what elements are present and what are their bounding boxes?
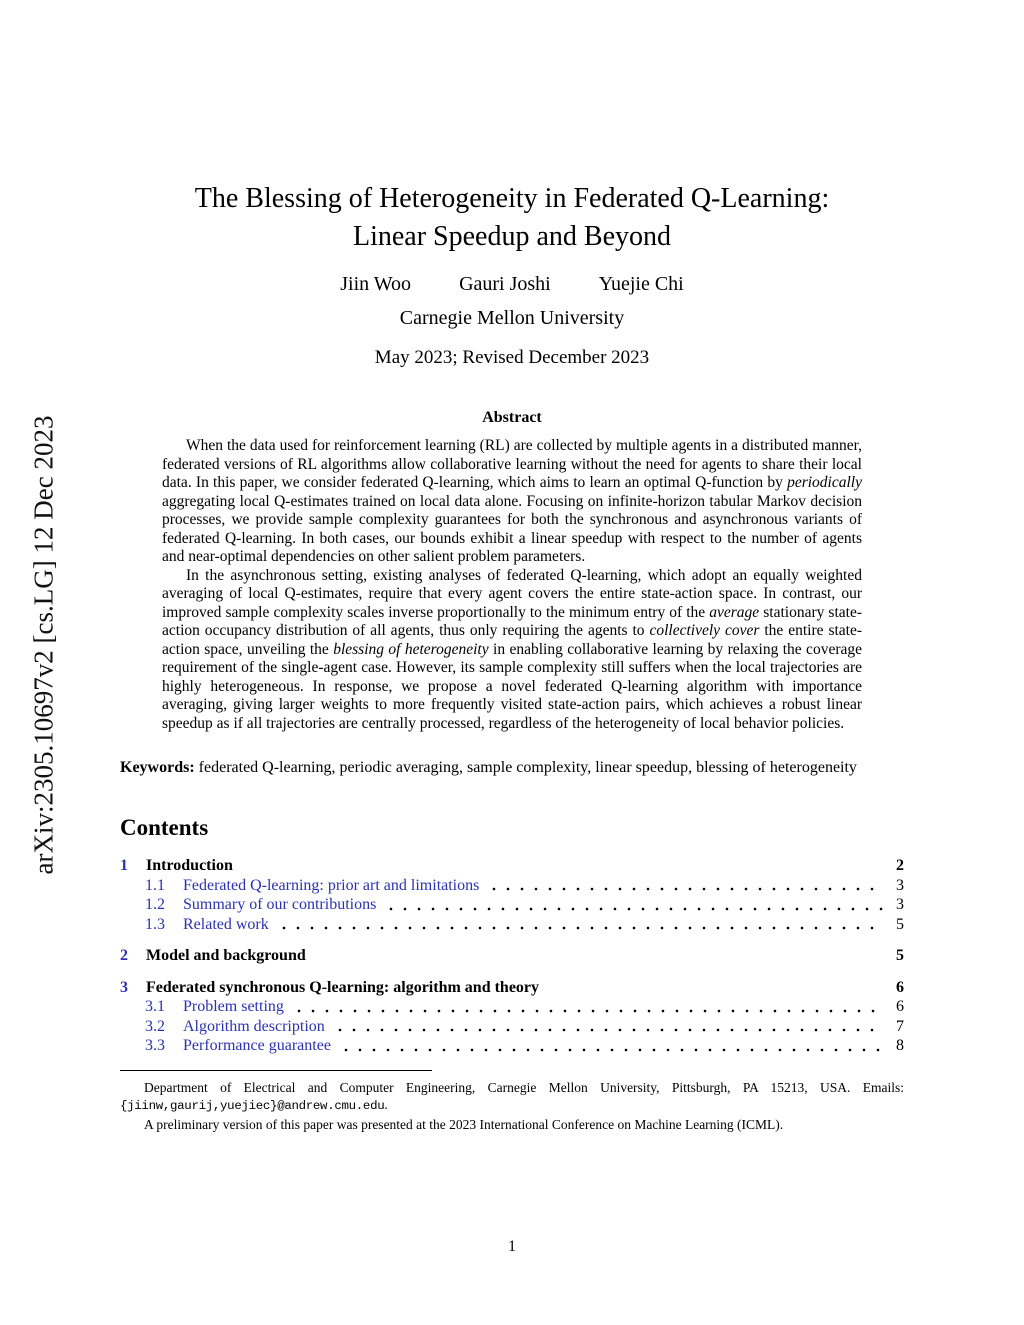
- author-name: Jiin Woo: [340, 273, 412, 295]
- toc-entry-page: 6: [896, 978, 904, 996]
- toc-leader-dots: [314, 958, 884, 962]
- toc-leader-dots: [487, 887, 884, 891]
- toc-entry-number: 1.2: [145, 896, 165, 913]
- toc-entry-page: 6: [896, 998, 904, 1015]
- abstract-paragraph: In the asynchronous setting, existing analyses of federated Q-learning, which adopt an equally weighted averaging of local Q-estimates, require that every agent covers the entire state-action space. In contrast, our improved sample complexity scales inverse proportionally to the minimum entry of the average stationary state-action occupancy distribution of all agents, thus only requiring the agents to collectively cover the entire state-action space, unveiling the blessing of heterogeneity in enabling collaborative learning by relaxing the coverage requirement of the single-agent case. However, its sample complexity still suffers when the local trajectories are highly heterogeneous. In response, we propose a novel federated Q-learning algorithm with importance averaging, giving larger weights to more frequently visited state-action pairs, which achieves a robust linear speedup as if all trajectories are centrally processed, regardless of the heterogeneity of local behavior policies.: [162, 566, 863, 732]
- footnote: [120, 1079, 904, 1134]
- paper-date: May 2023; Revised December 2023: [374, 347, 650, 368]
- toc-entry-title: Related work: [183, 915, 269, 933]
- toc-entry-page: 8: [896, 1037, 904, 1054]
- abstract-paragraph: When the data used for reinforcement learning (RL) are collected by multiple agents in a distributed manner, federated versions of RL algorithms allow collaborative learning without the need for agents to share their local data. In this paper, we consider federated Q-learning, which aims to learn an optimal Q-function by periodically aggregating local Q-estimates trained on local data alone. Focusing on infinite-horizon tabular Markov decision processes, we provide sample complexity guarantees for both the synchronous and asynchronous variants of federated Q-learning. In both cases, our bounds exhibit a linear speedup with respect to the number of agents and near-optimal dependencies on other salient problem parameters.: [162, 437, 862, 565]
- toc-entry-title: Problem setting: [183, 998, 284, 1015]
- author-name: Yuejie Chi: [598, 273, 684, 295]
- toc-entry[interactable]: [120, 895, 904, 915]
- paper-title: [120, 180, 904, 256]
- toc-entry-number: 1: [120, 857, 128, 874]
- footnote-affiliation: Department of Electrical and Computer Engineering, Carnegie Mellon University, Pittsburgh, PA 15213, USA. Emails: {jiinw,gaurij,yuejiec}@andrew.cmu.edu.: [120, 1079, 904, 1113]
- toc-entry-page: 2: [896, 857, 904, 874]
- toc-leader-dots: [241, 868, 884, 872]
- paper-page: [120, 0, 904, 1133]
- table-of-contents: [120, 856, 904, 1056]
- paper-title-line1: The Blessing of Heterogeneity in Federated Q-Learning:: [194, 183, 830, 214]
- toc-entry[interactable]: [120, 1017, 904, 1037]
- keywords-text: federated Q-learning, periodic averaging, sample complexity, linear speedup, blessing of heterogeneity: [194, 759, 857, 776]
- keywords-label: Keywords:: [120, 759, 195, 776]
- toc-entry-title: Summary of our contributions: [183, 896, 377, 913]
- toc-entry[interactable]: [120, 946, 904, 966]
- arxiv-watermark: arXiv:2305.10697v2 [cs.LG] 12 Dec 2023: [28, 415, 59, 875]
- author-list: [120, 272, 904, 296]
- toc-entry[interactable]: [120, 978, 904, 998]
- footnote-rule: [120, 1070, 432, 1071]
- toc-leader-dots: [277, 926, 884, 930]
- toc-entry-number: 3.3: [145, 1037, 165, 1054]
- keywords: [120, 757, 904, 778]
- toc-entry-number: 1.1: [145, 876, 165, 894]
- affiliation: Carnegie Mellon University: [399, 307, 625, 329]
- toc-leader-dots: [384, 907, 884, 911]
- toc-entry-page: 5: [896, 915, 904, 933]
- toc-entry[interactable]: [120, 997, 904, 1017]
- abstract-section: [162, 409, 862, 733]
- toc-entry-title: Federated synchronous Q-learning: algorithm and theory: [146, 978, 540, 996]
- author-name: Gauri Joshi: [459, 273, 551, 295]
- toc-entry[interactable]: [120, 876, 904, 896]
- toc-entry-title: Algorithm description: [183, 1017, 325, 1035]
- toc-entry-page: 3: [896, 896, 904, 913]
- toc-entry[interactable]: [120, 915, 904, 935]
- toc-leader-dots: [547, 989, 884, 993]
- page-number: 1: [508, 1238, 516, 1255]
- toc-entry-number: 2: [120, 947, 128, 964]
- paper-title-line2: Linear Speedup and Beyond: [352, 221, 672, 252]
- toc-entry-page: 5: [896, 947, 904, 964]
- toc-entry[interactable]: [120, 1036, 904, 1056]
- toc-leader-dots: [333, 1028, 884, 1032]
- abstract-heading: Abstract: [482, 409, 542, 426]
- toc-leader-dots: [292, 1009, 884, 1013]
- toc-entry-number: 1.3: [145, 915, 165, 933]
- toc-entry-title: Federated Q-learning: prior art and limitations: [183, 876, 480, 894]
- toc-leader-dots: [339, 1048, 884, 1052]
- toc-entry-number: 3.2: [145, 1017, 165, 1035]
- toc-entry-title: Performance guarantee: [183, 1037, 331, 1054]
- toc-entry-number: 3: [120, 978, 128, 996]
- toc-entry-title: Model and background: [146, 947, 306, 964]
- toc-entry-number: 3.1: [145, 998, 165, 1015]
- contents-heading: Contents: [120, 815, 209, 840]
- toc-entry-title: Introduction: [146, 857, 233, 874]
- toc-entry-page: 7: [896, 1017, 904, 1035]
- toc-entry-page: 3: [896, 876, 904, 894]
- footnote-preliminary: A preliminary version of this paper was presented at the 2023 International Conference on Machine Learning (ICML).: [144, 1116, 784, 1132]
- toc-entry[interactable]: [120, 856, 904, 876]
